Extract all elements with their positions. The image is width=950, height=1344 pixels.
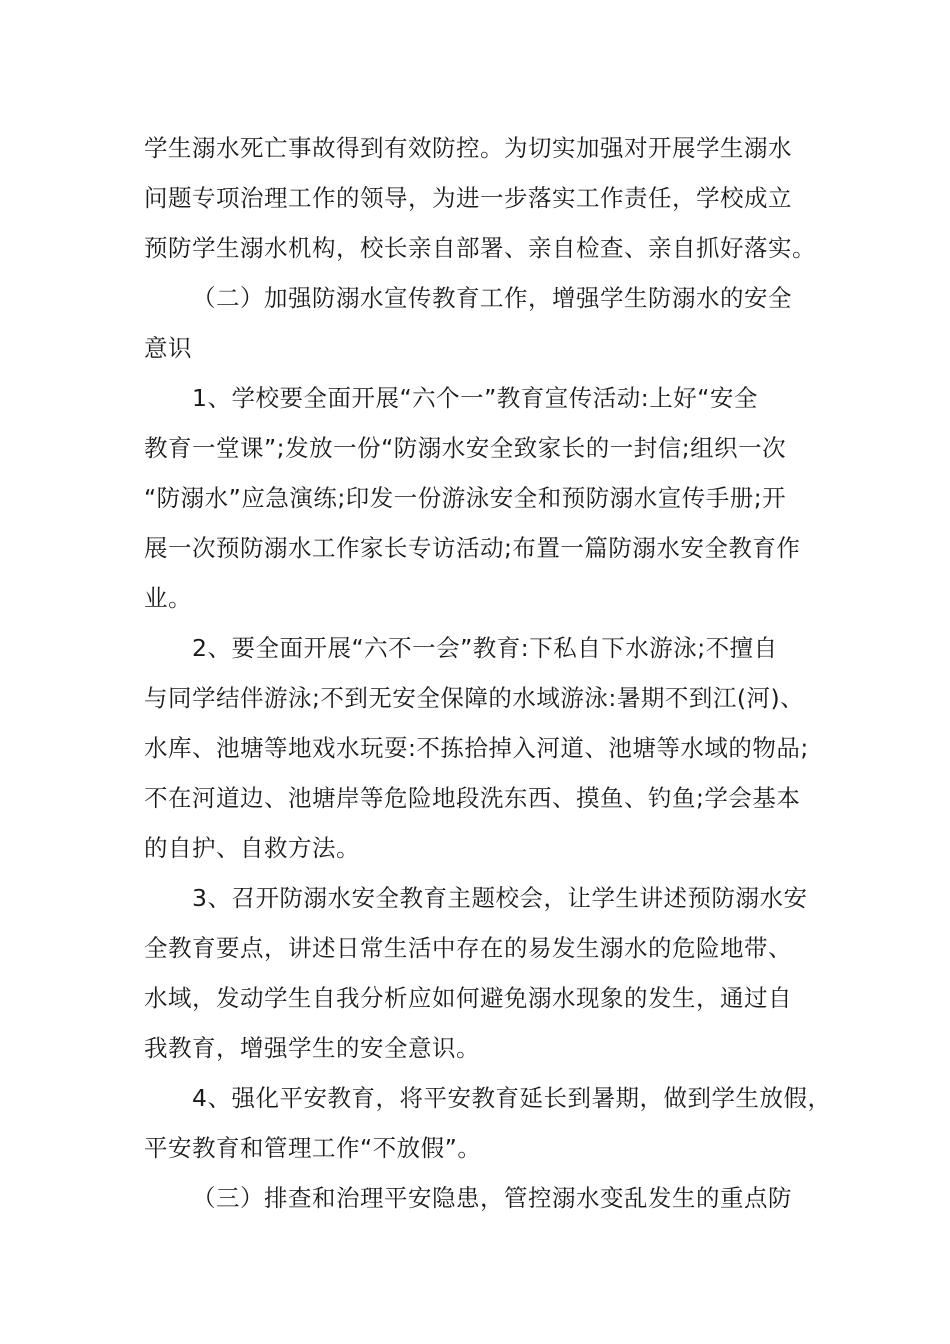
text-line: “防溺水”应急演练;印发一份游泳安全和预防溺水宣传手册;开 [144,484,787,512]
text-line: 我教育，增强学生的安全意识。 [144,1034,480,1062]
list-item: 1、学校要全面开展“六个一”教育宣传活动:上好“安全 [192,384,758,412]
list-item: 4、强化平安教育，将平安教育延长到暑期，做到学生放假， [192,1084,832,1112]
text-line: 全教育要点，讲述日常生活中存在的易发生溺水的危险地带、 [144,934,792,962]
text-line: 展一次预防溺水工作家长专访活动;布置一篇防溺水安全教育作 [144,534,801,562]
list-item: 2、要全面开展“六不一会”教育:下私自下水游泳;不擅自 [192,634,778,662]
text-line: 水域，发动学生自我分析应如何避免溺水现象的发生，通过自 [144,984,792,1012]
text-line: 水库、池塘等地戏水玩耍:不拣拾掉入河道、池塘等水域的物品; [144,734,809,762]
text-line: 业。 [144,584,192,612]
section-heading: （三）排查和治理平安隐患，管控溺水变乱发生的重点防 [192,1184,792,1212]
text-line: 平安教育和管理工作“不放假”。 [144,1134,482,1162]
text-line: 意识 [144,334,192,362]
text-line: 预防学生溺水机构，校长亲自部署、亲自检查、亲自抓好落实。 [144,234,816,262]
text-line: 的自护、自救方法。 [144,834,360,862]
section-heading: （二）加强防溺水宣传教育工作，增强学生防溺水的安全 [192,284,792,312]
list-item: 3、召开防溺水安全教育主题校会，让学生讲述预防溺水安 [192,884,808,912]
text-line: 问题专项治理工作的领导，为进一步落实工作责任，学校成立 [144,184,792,212]
text-line: 与同学结伴游泳;不到无安全保障的水域游泳:暑期不到江(河)、 [144,684,805,712]
text-line: 不在河道边、池塘岸等危险地段洗东西、摸鱼、钓鱼;学会基本 [144,784,801,812]
text-line: 教育一堂课”;发放一份“防溺水安全致家长的一封信;组织一次 [144,434,787,462]
text-line: 学生溺水死亡事故得到有效防控。为切实加强对开展学生溺水 [144,134,792,162]
